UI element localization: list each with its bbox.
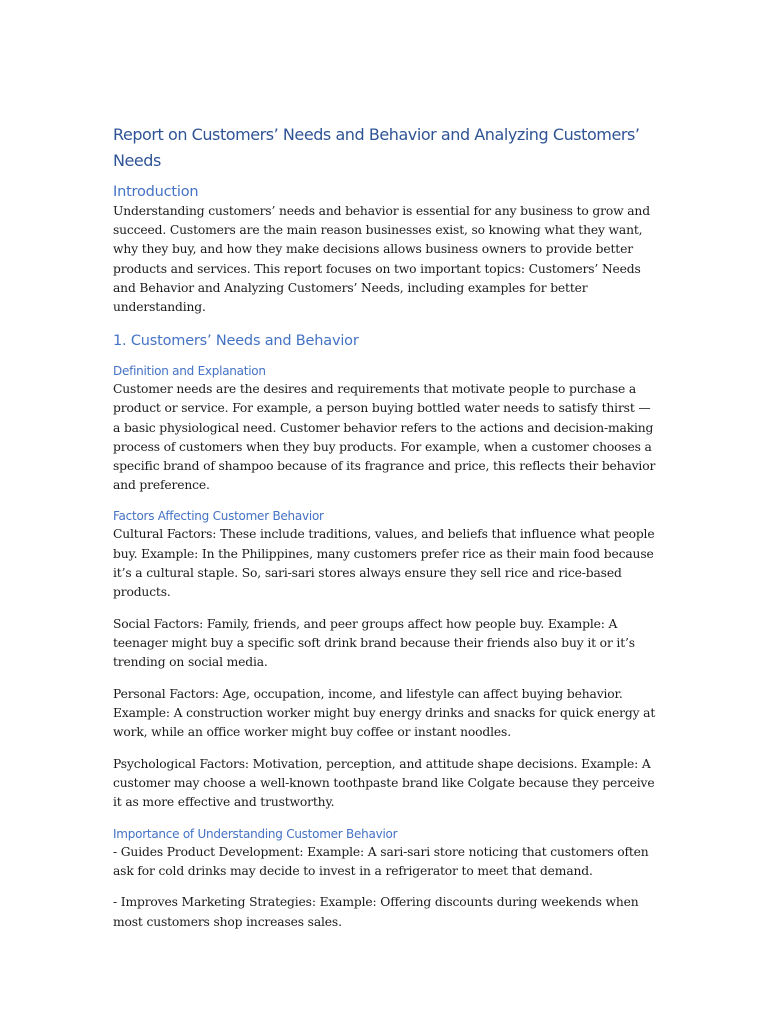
- importance-item-product-development: - Guides Product Development: Example: A sari-sari store noticing that customers often ask for cold drinks may decide to invest in a refrigerator to meet that demand.: [113, 844, 649, 878]
- psychological-factors-paragraph: Psychological Factors: Motivation, perception, and attitude shape decisions. Example: A customer may choose a well-known toothpaste brand like Colgate because they perceive it as more effective and trustworthy.: [113, 756, 655, 810]
- social-factors-paragraph: Social Factors: Family, friends, and peer groups affect how people buy. Example: A teenager might buy a specific soft drink brand because their friends also buy it or it’s trending on social media.: [113, 616, 635, 670]
- introduction-heading: Introduction: [113, 184, 199, 200]
- importance-item-marketing: - Improves Marketing Strategies: Example: Offering discounts during weekends when most customers shop increases sales.: [113, 895, 639, 929]
- definition-heading: Definition and Explanation: [113, 364, 266, 379]
- section-1-heading: 1. Customers’ Needs and Behavior: [113, 333, 359, 350]
- cultural-factors-paragraph: Cultural Factors: These include traditions, values, and beliefs that influence what people buy. Example: In the Philippines, many customers prefer rice as their main food because it’s a cultural staple. So, sari-sari stores always ensure they sell rice and rice-based products.: [113, 527, 655, 600]
- introduction-paragraph: Understanding customers’ needs and behavior is essential for any business to grow and succeed. Customers are the main reason businesses exist, so knowing what they want, why they buy, and how they make decisions allows business owners to provide better products and services. This report focuses on two important topics: Customers’ Needs and Behavior and Analyzing Customers’ Needs, including examples for better understanding.: [113, 204, 650, 315]
- document-page: [113, 122, 658, 932]
- definition-paragraph: Customer needs are the desires and requirements that motivate people to purchase a product or service. For example, a person buying bottled water needs to satisfy thirst — a basic physiological need. Customer behavior refers to the actions and decision-making process of customers when they buy products. For example, when a customer chooses a specific brand of shampoo because of its fragrance and price, this reflects their behavior and preference.: [113, 382, 656, 493]
- factors-heading: Factors Affecting Customer Behavior: [113, 509, 324, 524]
- importance-heading: Importance of Understanding Customer Behavior: [113, 826, 398, 841]
- personal-factors-paragraph: Personal Factors: Age, occupation, income, and lifestyle can affect buying behavior. Example: A construction worker might buy energy drinks and snacks for quick energy at work, while an office worker might buy coffee or instant noodles.: [113, 686, 656, 740]
- document-title: Report on Customers’ Needs and Behavior and Analyzing Customers’ Needs: [113, 125, 640, 170]
